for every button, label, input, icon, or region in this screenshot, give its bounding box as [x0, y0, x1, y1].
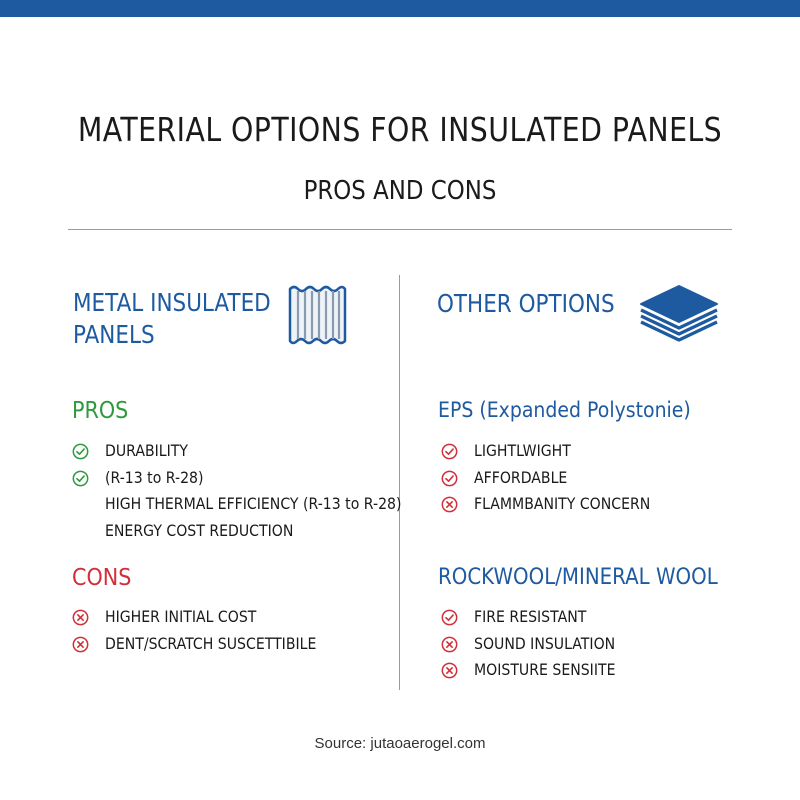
- source-credit: Source: jutaoaerogel.com: [314, 735, 486, 752]
- check-circle-icon: [441, 470, 458, 487]
- list-item-text: LIGHTLWIGHT: [474, 441, 571, 460]
- list-item-text: AFFORDABLE: [474, 467, 568, 487]
- header-divider: [68, 229, 732, 230]
- metal-panels-heading-line1: METAL INSULATED: [73, 288, 271, 317]
- page-title: MATERIAL OPTIONS FOR INSULATED PANELS: [77, 110, 723, 149]
- eps-list: [441, 438, 674, 518]
- pros-list: [72, 438, 442, 544]
- x-circle-icon: [441, 636, 458, 653]
- list-item-text: SOUND INSULATION: [474, 633, 616, 653]
- x-circle-icon: [72, 609, 89, 626]
- list-item-text: DURABILITY: [105, 441, 189, 460]
- eps-heading: EPS (Expanded Polystonie): [438, 398, 691, 422]
- list-item: [72, 631, 345, 658]
- list-item-text: ENERGY COST REDUCTION: [105, 520, 294, 540]
- list-item-text: DENT/SCRATCH SUSCETTIBILE: [105, 633, 317, 653]
- top-accent-bar: [0, 0, 800, 17]
- cons-heading: CONS: [72, 565, 132, 591]
- list-item: [441, 604, 635, 631]
- list-item-text: FLAMMBANITY CONCERN: [474, 494, 651, 513]
- list-item: [441, 657, 635, 684]
- stacked-layers-icon: [637, 280, 721, 348]
- x-circle-icon: [441, 496, 458, 513]
- metal-panels-heading: [73, 287, 271, 351]
- list-item: [441, 491, 674, 518]
- other-options-heading: OTHER OPTIONS: [437, 289, 615, 318]
- list-item-text: HIGH THERMAL EFFICIENCY (R-13 to R-28): [105, 494, 402, 513]
- pros-heading: PROS: [72, 398, 129, 424]
- list-item-text: HIGHER INITIAL COST: [105, 607, 257, 626]
- list-item-text: MOISTURE SENSIITE: [474, 660, 616, 679]
- rockwool-heading: ROCKWOOL/MINERAL WOOL: [438, 565, 718, 590]
- rockwool-list: [441, 604, 635, 684]
- list-item: [441, 465, 674, 492]
- list-item-text: FIRE RESISTANT: [474, 607, 587, 626]
- list-item: [441, 438, 674, 465]
- check-circle-icon: [441, 443, 458, 460]
- cons-list: [72, 604, 345, 657]
- list-item: [72, 491, 442, 518]
- list-item: [72, 604, 345, 631]
- metal-panels-heading-line2: PANELS: [73, 320, 155, 349]
- check-circle-icon: [72, 443, 89, 460]
- list-item: [72, 438, 442, 465]
- list-item: [72, 518, 442, 545]
- check-circle-icon: [441, 609, 458, 626]
- corrugated-panel-icon: [286, 283, 348, 347]
- list-item: [72, 465, 442, 492]
- x-circle-icon: [441, 662, 458, 679]
- x-circle-icon: [72, 636, 89, 653]
- list-item-text: (R-13 to R-28): [105, 467, 204, 487]
- check-circle-icon: [72, 470, 89, 487]
- list-item: [441, 631, 635, 658]
- page-subtitle: PROS AND CONS: [303, 176, 497, 206]
